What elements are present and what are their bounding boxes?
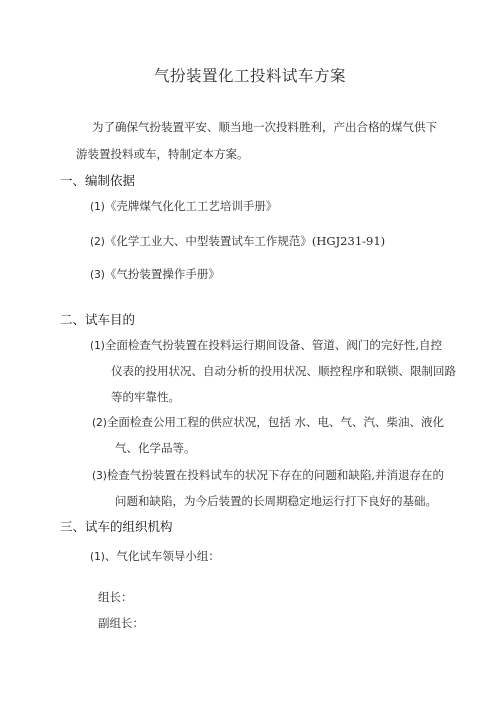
intro-line-1: 为了确保气扮装置平安、顺当地一次投料胜利，产出合格的煤气供下 — [92, 120, 437, 134]
purpose-item-2-line-2: 气、化学品等。 — [115, 441, 196, 455]
item-text: 检查气扮装置在投料试车的状况下存在的问题和缺陷,并消退存在的 — [106, 468, 445, 482]
item-text: 全面检查气扮装置在投料运行期间设备、管道、阀门的完好性,自控 — [104, 338, 443, 352]
section-heading-organization: 三、试车的组织机构 — [60, 519, 173, 534]
item-text: 《化学工业大、中型装置试车工作规范》(HGJ231-91) — [104, 234, 386, 248]
organization-item-1 — [90, 548, 220, 564]
item-text: 全面检查公用工程的供应状况，包括 水、电、气、汽、柴油、液化 — [106, 415, 445, 429]
item-number: (1) — [90, 201, 105, 213]
purpose-item-1-line-3: 等的牢靠性。 — [111, 390, 180, 404]
basis-item-1 — [90, 198, 277, 214]
section-heading-purpose: 二、试车目的 — [60, 312, 136, 327]
item-text: 、气化试车领导小组： — [104, 549, 220, 563]
role-deputy-leader: 副组长： — [98, 616, 144, 630]
document-title: 气扮装置化工投料试车方案 — [153, 67, 346, 85]
section-heading-basis: 一、编制依据 — [60, 173, 136, 188]
purpose-item-1-line-2: 仪表的投用状况、自动分析的投用状况、顺控程序和联锁、限制回路 — [111, 364, 456, 378]
item-text: 《气扮装置操作手册》 — [104, 267, 220, 281]
item-number: (2) — [90, 236, 105, 248]
purpose-item-2-line-1 — [92, 414, 444, 430]
item-number: (3) — [90, 269, 105, 281]
role-team-leader: 组长： — [98, 590, 133, 604]
intro-line-2: 游装置投料或车，特制定本方案。 — [76, 147, 249, 161]
item-number: (3) — [92, 470, 107, 482]
item-number: (2) — [92, 417, 107, 429]
basis-item-3 — [90, 266, 220, 282]
item-number: (1) — [90, 340, 105, 352]
item-text: 《壳牌煤气化化工工艺培训手册》 — [104, 199, 278, 213]
purpose-item-3-line-1 — [92, 467, 444, 483]
item-number: (1) — [90, 551, 105, 563]
purpose-item-3-line-2: 问题和缺陷，为今后装置的长周期稳定地运行打下良好的基础。 — [115, 494, 437, 508]
purpose-item-1-line-1 — [90, 337, 442, 353]
basis-item-2 — [90, 233, 385, 249]
